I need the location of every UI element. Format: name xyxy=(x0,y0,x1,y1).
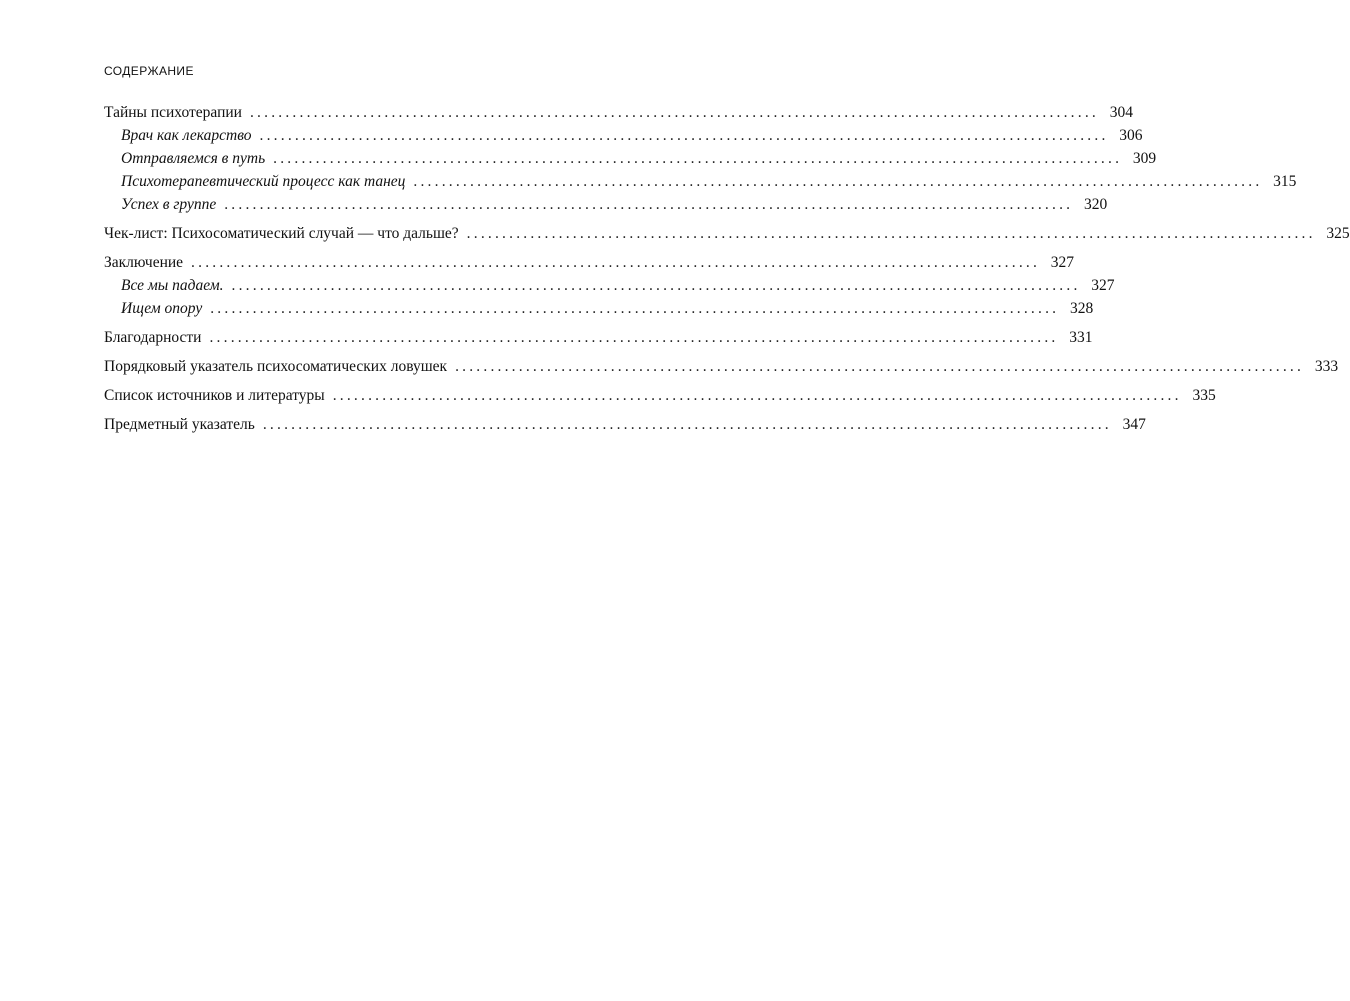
toc-entry-page: 347 xyxy=(1122,416,1146,433)
dot-leader: ........................................................................................................................ xyxy=(224,196,1074,213)
toc-entry[interactable] xyxy=(104,355,1339,378)
toc-entry[interactable] xyxy=(104,326,1093,349)
toc-group xyxy=(104,251,1115,320)
toc-entry[interactable] xyxy=(104,251,1075,274)
toc-group xyxy=(104,101,1297,216)
toc-subentry[interactable] xyxy=(104,297,1094,320)
dot-leader: ........................................................................................................................ xyxy=(231,277,1081,294)
toc-entry[interactable] xyxy=(104,413,1146,436)
dot-leader: ........................................................................................................................ xyxy=(332,387,1182,404)
toc-entry-page: 304 xyxy=(1109,104,1133,121)
toc-entry-page: 325 xyxy=(1326,225,1350,242)
dot-leader: ........................................................................................................................ xyxy=(191,254,1041,271)
toc-entry[interactable] xyxy=(104,222,1350,245)
toc-entry-page: 327 xyxy=(1091,277,1115,294)
toc-subentry[interactable] xyxy=(104,274,1115,297)
dot-leader: ........................................................................................................................ xyxy=(209,329,1059,346)
toc-group xyxy=(104,413,1146,436)
toc-entry-title: Список источников и литературы xyxy=(104,387,325,404)
toc-entry-title: Порядковый указатель психосоматических ловушек xyxy=(104,358,448,375)
toc-entry-page: 335 xyxy=(1192,387,1216,404)
dot-leader: ........................................................................................................................ xyxy=(262,416,1112,433)
toc-entry-page: 309 xyxy=(1132,150,1157,167)
toc-subentry[interactable] xyxy=(104,193,1108,216)
toc-group xyxy=(104,326,1093,349)
toc-entry-page: 333 xyxy=(1314,358,1339,375)
toc-entry-title: Врач как лекарство xyxy=(121,127,252,144)
toc-subentry[interactable] xyxy=(104,124,1143,147)
toc-entry-title: Психотерапевтический процесс как танец xyxy=(121,173,406,190)
dot-leader: ........................................................................................................................ xyxy=(466,225,1316,242)
toc-entry-page: 331 xyxy=(1069,329,1093,346)
dot-leader: ........................................................................................................................ xyxy=(210,300,1060,317)
toc-group xyxy=(104,222,1350,245)
table-of-contents xyxy=(104,101,1350,442)
toc-entry-title: Ищем опору xyxy=(121,300,203,317)
toc-entry-page: 328 xyxy=(1069,300,1094,317)
dot-leader: ........................................................................................................................ xyxy=(413,173,1263,190)
toc-entry[interactable] xyxy=(104,384,1216,407)
toc-subentry[interactable] xyxy=(104,147,1157,170)
dot-leader: ........................................................................................................................ xyxy=(273,150,1123,167)
toc-entry-title: Заключение xyxy=(104,254,184,271)
toc-entry-page: 320 xyxy=(1083,196,1108,213)
toc-entry-page: 315 xyxy=(1273,173,1297,190)
toc-entry-title: Тайны психотерапии xyxy=(104,104,242,121)
toc-entry-title: Чек-лист: Психосоматический случай — что дальше? xyxy=(104,225,459,242)
toc-group xyxy=(104,355,1339,378)
toc-entry[interactable] xyxy=(104,101,1133,124)
dot-leader: ........................................................................................................................ xyxy=(259,127,1109,144)
toc-entry-title: Благодарности xyxy=(104,329,202,346)
toc-entry-title: Успех в группе xyxy=(121,196,217,213)
toc-entry-page: 327 xyxy=(1050,254,1075,271)
toc-entry-title: Предметный указатель xyxy=(104,416,255,433)
dot-leader: ........................................................................................................................ xyxy=(455,358,1305,375)
toc-subentry[interactable] xyxy=(104,170,1297,193)
toc-entry-title: Отправляемся в путь xyxy=(121,150,266,167)
dot-leader: ........................................................................................................................ xyxy=(249,104,1099,121)
toc-entry-title: Все мы падаем. xyxy=(121,277,224,294)
toc-group xyxy=(104,384,1216,407)
toc-entry-page: 306 xyxy=(1119,127,1143,144)
running-head: СОДЕРЖАНИЕ xyxy=(104,64,194,78)
